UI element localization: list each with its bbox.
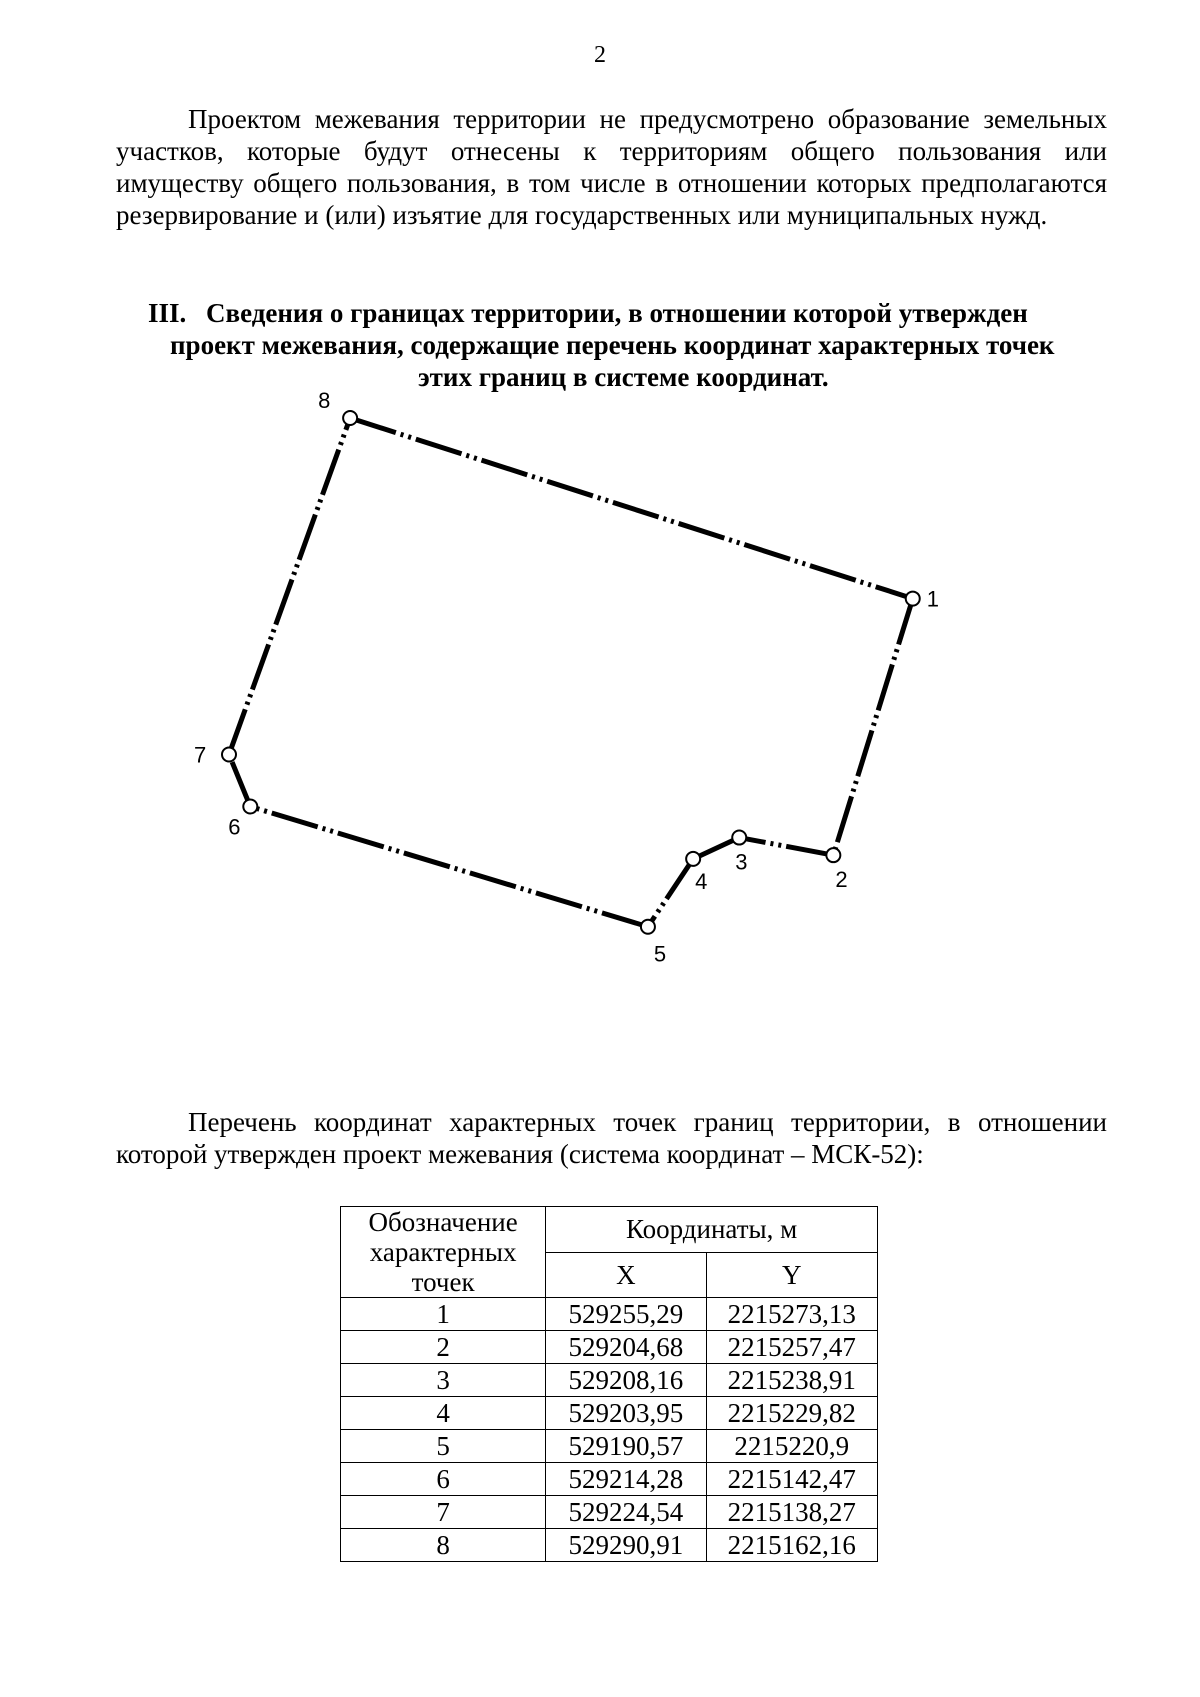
cell-x: 529290,91 [546,1529,706,1562]
section-heading-line-1 [148,297,1108,329]
coordinates-intro-paragraph: Перечень координат характерных точек границ территории, в отношении которой утвержден проект межевания (система координат – МСК-52): [116,1107,1107,1169]
cell-y: 2215238,91 [706,1364,877,1397]
table-row [341,1331,878,1364]
boundary-vertex-2 [826,848,840,862]
table-row [341,1496,878,1529]
section-title-line-1: Сведения о границах территории, в отношении которой утвержден [206,298,1028,328]
section-heading [148,297,1108,393]
section-number: III. [148,298,187,328]
table-row [341,1364,878,1397]
table-header-row [341,1207,878,1253]
cell-y: 2215273,13 [706,1298,877,1331]
boundary-edge-5-6 [250,807,648,927]
boundary-edge-2-3 [739,838,833,856]
table-row [341,1298,878,1331]
boundary-vertex-label-6: 6 [228,814,241,840]
cell-point-number: 8 [341,1529,546,1562]
cell-point-number: 6 [341,1463,546,1496]
boundary-vertex-4 [686,852,700,866]
boundary-vertex-label-1: 1 [926,586,939,612]
cell-point-number: 2 [341,1331,546,1364]
intro-paragraph: Проектом межевания территории не предусмотрено образование земельных участков, которые будут отнесены к территориям общего пользования или имуществу общего пользования, в том числе в отношении которых предполагаются резервирование и (или) изъятие для государственных или муниципальных нужд. [116,104,1107,230]
coordinates-table-body [341,1298,878,1562]
boundary-edge-4-5 [648,859,693,927]
cell-y: 2215142,47 [706,1463,877,1496]
section-title-line-3: этих границ в системе координат. [418,362,829,392]
coordinates-table [340,1206,878,1562]
section-title-line-2: проект межевания, содержащие перечень координат характерных точек [170,330,1055,360]
boundary-vertex-5 [641,920,655,934]
boundary-vertex-7 [222,747,236,761]
boundary-vertices [222,411,920,934]
boundary-vertex-label-8: 8 [318,388,331,413]
boundary-edge-6-7 [229,754,250,806]
cell-y: 2215138,27 [706,1496,877,1529]
boundary-edge-3-4 [693,838,739,859]
cell-x: 529255,29 [546,1298,706,1331]
cell-point-number: 1 [341,1298,546,1331]
cell-x: 529190,57 [546,1430,706,1463]
header-point-name: Обозначение характерных точек [341,1207,546,1298]
cell-point-number: 4 [341,1397,546,1430]
boundary-edges [229,418,913,927]
table-row [341,1397,878,1430]
boundary-vertex-1 [906,592,920,606]
boundary-vertex-8 [343,411,357,425]
cell-x: 529224,54 [546,1496,706,1529]
cell-y: 2215257,47 [706,1331,877,1364]
cell-x: 529204,68 [546,1331,706,1364]
boundary-vertex-label-7: 7 [194,742,207,768]
boundary-vertex-label-2: 2 [835,867,848,893]
boundary-vertex-6 [243,800,257,814]
cell-x: 529203,95 [546,1397,706,1430]
table-row [341,1529,878,1562]
table-row [341,1430,878,1463]
boundary-vertex-label-3: 3 [735,849,748,875]
boundary-vertex-label-4: 4 [695,868,708,894]
boundary-edge-8-1 [350,418,913,599]
cell-y: 2215229,82 [706,1397,877,1430]
page-number: 2 [594,42,606,68]
boundary-edge-1-2 [833,599,912,856]
cell-x: 529208,16 [546,1364,706,1397]
header-x: X [546,1252,706,1298]
cell-point-number: 7 [341,1496,546,1529]
boundary-edge-7-8 [229,418,350,754]
cell-y: 2215220,9 [706,1430,877,1463]
cell-point-number: 3 [341,1364,546,1397]
cell-x: 529214,28 [546,1463,706,1496]
boundary-vertex-3 [732,831,746,845]
boundary-vertex-labels [194,388,939,967]
boundary-vertex-label-5: 5 [653,941,667,967]
cell-point-number: 5 [341,1430,546,1463]
header-coordinates: Координаты, м [546,1207,878,1253]
cell-y: 2215162,16 [706,1529,877,1562]
table-row [341,1463,878,1496]
header-y: Y [706,1252,877,1298]
